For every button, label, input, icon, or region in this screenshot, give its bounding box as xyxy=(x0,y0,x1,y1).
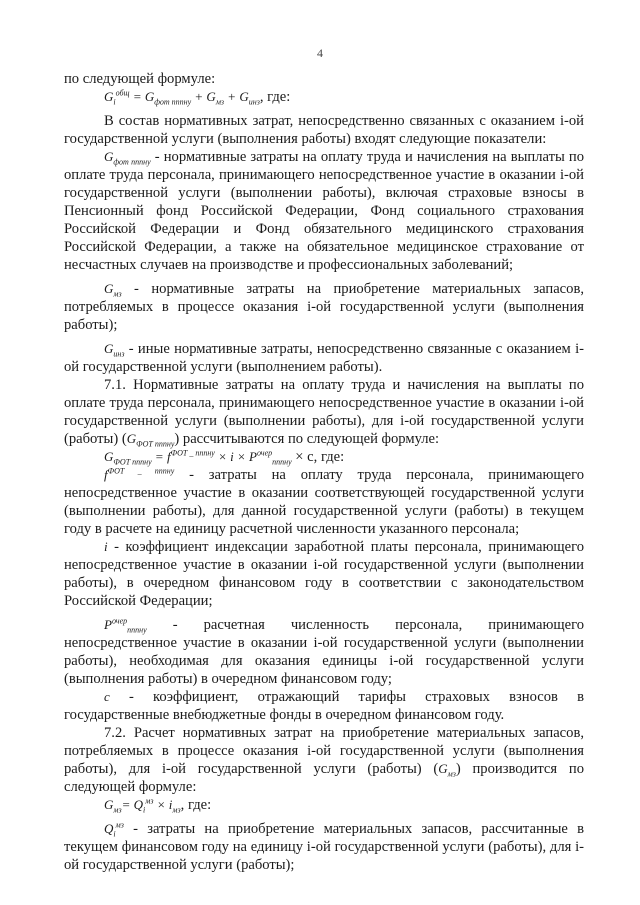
paragraph-c-coef: c - коэффициент, отражающий тарифы страховых взносов в государственные внебюджетные фонды в очередном финансовом году. xyxy=(64,689,584,723)
formula-mz: $G_{мз}= Q_i^{мз} \times i_{мз}$, где: xyxy=(104,796,212,815)
intro-line: по следующей формуле: xyxy=(64,71,216,87)
formula-general: $G_i^{общ} = G_{фот пппну} + G_{мз} + G_{инз}$, где: xyxy=(104,88,291,107)
page-number: 4 xyxy=(317,46,323,60)
paragraph-q-mz: $Q_i^{мз}$ - затраты на приобретение материальных запасов, рассчитанные в текущем финансовом году на единицу i-ой государственной услуги (работы), для i-ой государственной услуги (работы); xyxy=(64,820,584,873)
paragraph-p-count: $P^{очер}_{пппну}$ - расчетная численность персонала, принимающего непосредственное участие в оказании i-ой государственной услуги (выполнении работы), необходимая для оказания единицы i-ой государственной услуги (выполнения работы) в очередном финансовом году; xyxy=(64,616,584,687)
formula-fot: $G_{ФОТ пппну} = f^{ФОТ \_ пппну} \times i \times P^{очер}_{пппну} \times c$, где: xyxy=(104,448,345,467)
paragraph-f-fot: $f^{ФОТ \_ пппну}$ - затраты на оплату труда персонала, принимающего непосредственное участие в оказании соответствующей государственной услуги (выполнении работы), для данной государственной услуги (работы) в текущем году в расчете на единицу расчетной численности указанного персонала; xyxy=(64,466,584,537)
paragraph-7-1: 7.1. Нормативные затраты на оплату труда и начисления на выплаты по оплате труда персонала, принимающего непосредственное участие в оказании i-ой государственной услуги (выполнении работы), для i-ой государственной услуги (работы) $(G_{ФОТ пппну})$ рассчитываются по следующей формуле: xyxy=(64,377,584,449)
paragraph-composition: В состав нормативных затрат, непосредственно связанных с оказанием i-ой государственной услуги (выполнения работы) входят следующие показатели: xyxy=(64,113,584,147)
paragraph-g-fot: $G_{фот пппну}$ - нормативные затраты на оплату труда и начисления на выплаты по оплате труда персонала, принимающего непосредственное участие в оказании i-ой государственной услуги (выполнении работы), включая страховые взносы в Пенсионный фонд Российской Федерации, Фонд социального страхования Российской Федерации и Фонд обязательного медицинского страхования Российской Федерации, а также на обязательное медицинское страхование от несчастных случаев на производстве и профессиональных заболеваний; xyxy=(64,149,584,273)
paragraph-g-inz: $G_{инз}$ - иные нормативные затраты, непосредственно связанные с оказанием i-ой государственной услуги (выполнением работы). xyxy=(64,341,584,375)
paragraph-7-2: 7.2. Расчет нормативных затрат на приобретение материальных запасов, потребляемых в процессе оказания i-ой государственной услуги (выполнения работы), для i-ой государственной услуги (работы) $(G_{мз})$ производится по следующей формуле: xyxy=(64,725,584,795)
paragraph-i-coef: i - коэффициент индексации заработной платы персонала, принимающего непосредственное участие в оказании i-ой государственной услуги (выполнении работы), в очередном финансовом году в соответствии с законодательством Российской Федерации; xyxy=(64,539,584,609)
document-body xyxy=(64,70,584,874)
paragraph-g-mz: $G_{мз}$ - нормативные затраты на приобретение материальных запасов, потребляемых в процессе оказания i-ой государственной услуги (выполнения работы); xyxy=(64,281,584,333)
